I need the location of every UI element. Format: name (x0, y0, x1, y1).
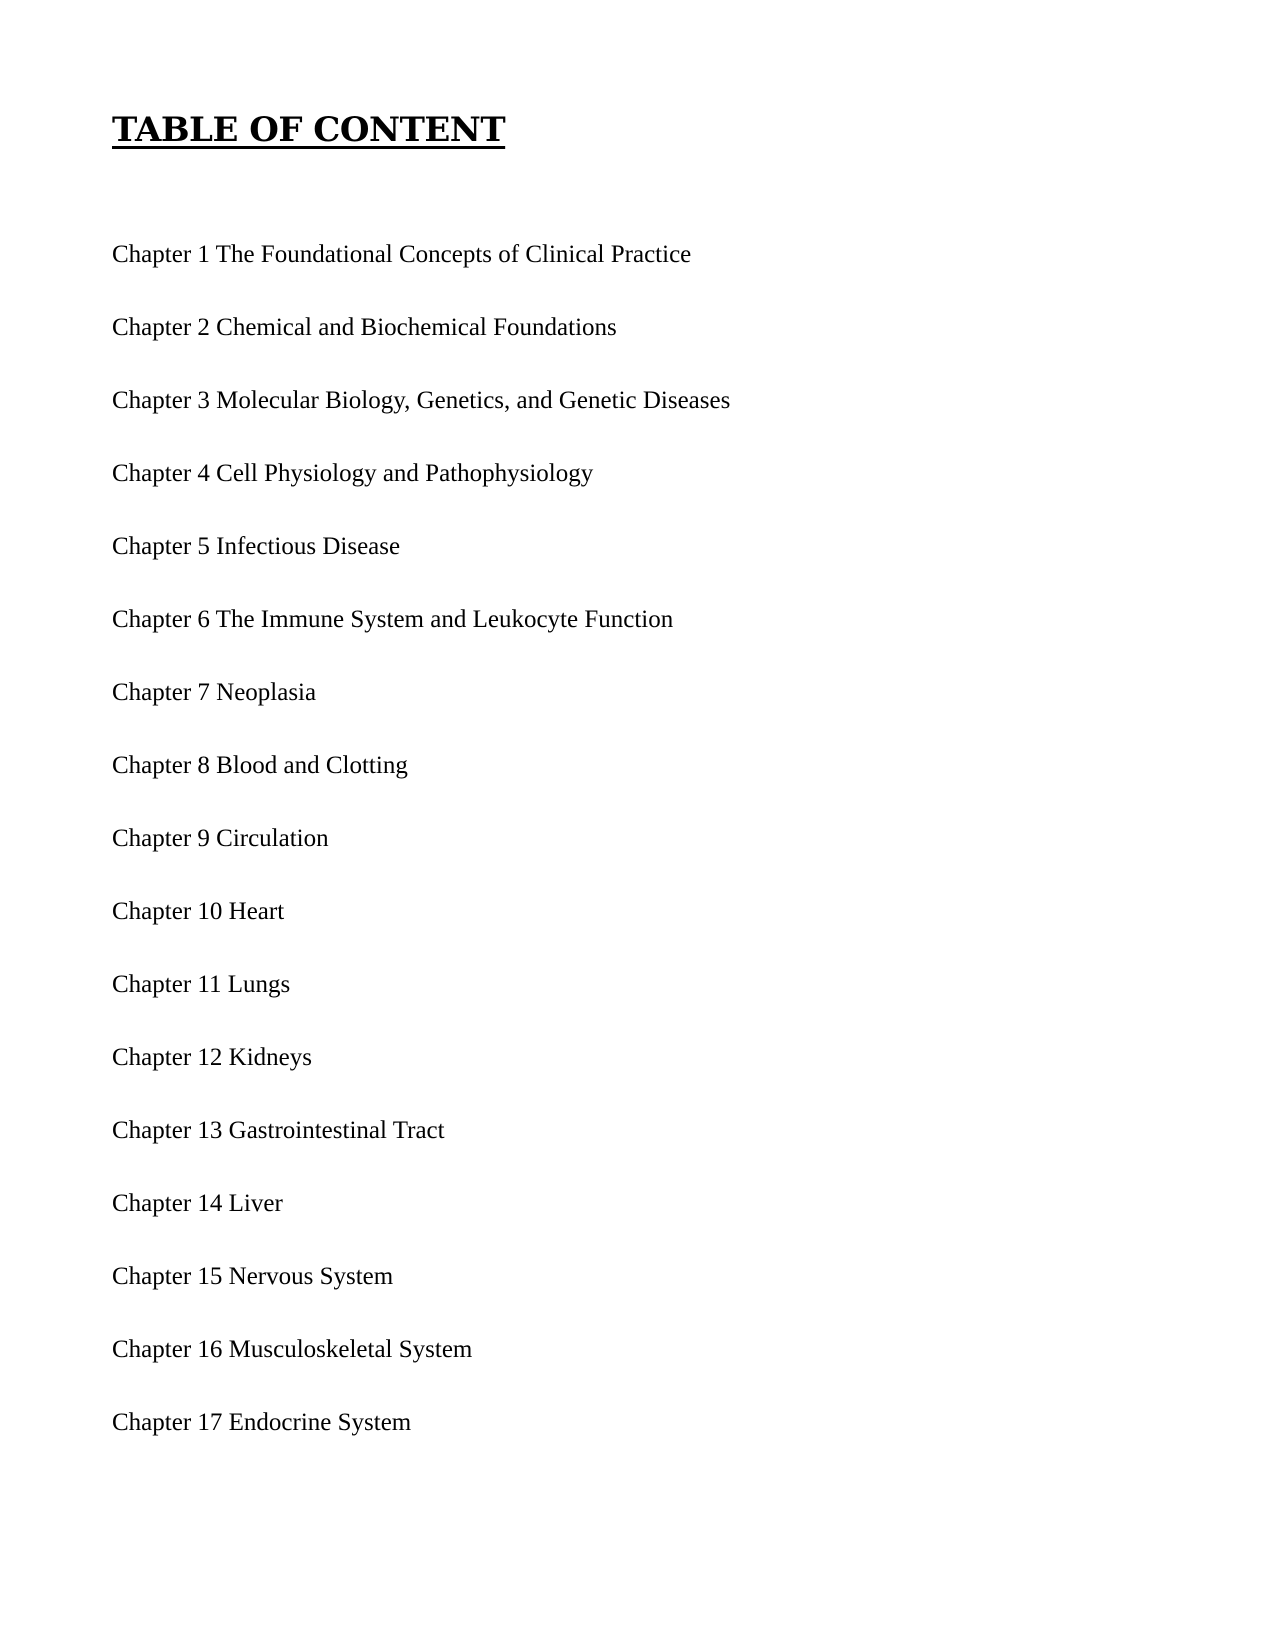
page-title: TABLE OF CONTENT (112, 110, 506, 150)
toc-entry-chapter-12: Chapter 12 Kidneys (112, 1044, 312, 1071)
toc-entry-chapter-2: Chapter 2 Chemical and Biochemical Foundations (112, 314, 617, 341)
toc-entry-chapter-11: Chapter 11 Lungs (112, 971, 291, 998)
toc-entry-chapter-9: Chapter 9 Circulation (112, 825, 329, 852)
toc-entry-chapter-4: Chapter 4 Cell Physiology and Pathophysiology (112, 460, 594, 487)
toc-entry-chapter-1: Chapter 1 The Foundational Concepts of Clinical Practice (112, 241, 692, 268)
toc-entry-chapter-17: Chapter 17 Endocrine System (112, 1409, 412, 1436)
toc-entry-chapter-14: Chapter 14 Liver (112, 1190, 283, 1217)
toc-entry-chapter-13: Chapter 13 Gastrointestinal Tract (112, 1117, 445, 1144)
toc-entry-chapter-7: Chapter 7 Neoplasia (112, 679, 317, 706)
toc-entry-chapter-10: Chapter 10 Heart (112, 898, 285, 925)
toc-entry-chapter-8: Chapter 8 Blood and Clotting (112, 752, 408, 779)
toc-entry-chapter-5: Chapter 5 Infectious Disease (112, 533, 401, 560)
toc-entry-chapter-6: Chapter 6 The Immune System and Leukocyte Function (112, 606, 674, 633)
toc-entry-chapter-3: Chapter 3 Molecular Biology, Genetics, and Genetic Diseases (112, 387, 731, 414)
toc-entry-chapter-16: Chapter 16 Musculoskeletal System (112, 1336, 473, 1363)
toc-entry-chapter-15: Chapter 15 Nervous System (112, 1263, 394, 1290)
table-of-contents-list (112, 238, 730, 1479)
